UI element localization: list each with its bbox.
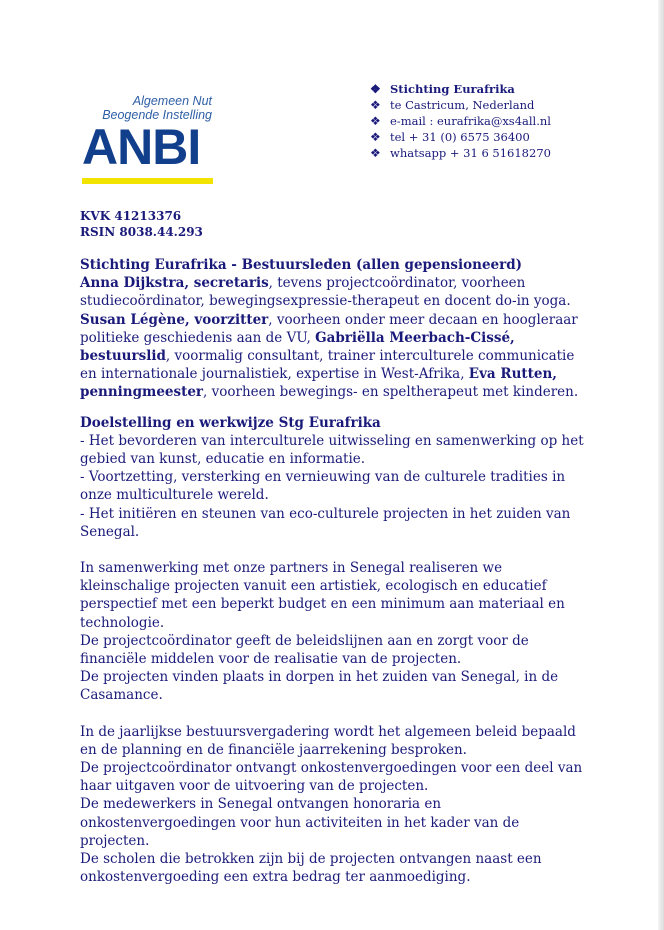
- location-text: De projecten vinden plaats in dorpen in het zuiden van Senegal, in de Casamance.: [80, 669, 559, 704]
- member-name: Gabriëlla Meerbach-Cissé: [315, 329, 511, 346]
- schools-text: De scholen die betrokken zijn bij de projecten ontvangen naast een onkostenvergoeding een extra bedrag ter aanmoediging.: [80, 851, 542, 886]
- registration-ids: [80, 208, 203, 240]
- spacer: [80, 541, 590, 559]
- diamond-bullet-icon: ❖: [370, 146, 381, 160]
- diamond-bullet-icon: ❖: [370, 98, 381, 112]
- goal-item: - Het initiëren en steunen van eco-culturele projecten in het zuiden van Senegal.: [80, 505, 571, 540]
- board-members-rest: Susan Légène, voorzitter, voorheen onder meer decaan en hoogleraar politieke geschiedenis aan de VU, Gabriëlla Meerbach-Cissé, bestuurslid, voormalig consultant, trainer interculturele communicatie en internationale journalistiek, expertise in West-Afrika, Eva Rutten, penningmeester, voorheen bewegings- en speltherapeut met kinderen.: [80, 311, 579, 401]
- contact-list: [370, 81, 551, 161]
- logo-underline: [82, 178, 213, 184]
- rsin-number: RSIN 8038.44.293: [80, 225, 203, 239]
- spacer: [80, 402, 590, 414]
- contact-location: te Castricum, Nederland: [390, 98, 535, 112]
- goals-heading: Doelstelling en werkwijze Stg Eurafrika: [80, 414, 381, 431]
- goal-item: - Voortzetting, versterking en vernieuwing van de culturele tradities in onze multiculturele wereld.: [80, 469, 566, 504]
- member-description: , voorheen bewegings- en speltherapeut met kinderen.: [203, 384, 579, 401]
- kvk-number: KVK 41213376: [80, 209, 182, 223]
- logo-wordmark: ANBI: [82, 119, 201, 175]
- member-role: bestuurslid: [80, 348, 166, 365]
- contact-phone: tel + 31 (0) 6575 36400: [390, 130, 530, 144]
- staff-text: De medewerkers in Senegal ontvangen honoraria en onkostenvergoedingen voor hun activiteiten in het kader van de projecten.: [80, 796, 520, 849]
- goal-item: - Het bevorderen van interculturele uitwisseling en samenwerking op het gebied van kunst, educatie en informatie.: [80, 432, 584, 468]
- diamond-bullet-icon: ❖: [370, 82, 381, 96]
- diamond-bullet-icon: ❖: [370, 114, 381, 128]
- contact-item: [370, 113, 551, 129]
- anbi-logo: [82, 92, 214, 188]
- member-name: Susan Légène: [80, 311, 185, 328]
- spacer: [80, 705, 590, 723]
- coordinator-text: De projectcoördinator geeft de beleidslijnen aan en zorgt voor de financiële middelen voor de realisatie van de projecten.: [80, 632, 529, 668]
- member-role: voorzitter: [194, 311, 269, 328]
- partnership-text: In samenwerking met onze partners in Senegal realiseren we kleinschalige projecten vanuit een artistiek, ecologisch en educatief perspectief met een beperkt budget en een minimum aan materiaal en technologie.: [80, 560, 565, 631]
- meeting-text: In de jaarlijkse bestuursvergadering wordt het algemeen beleid bepaald en de planning en de financiële jaarrekening besproken.: [80, 723, 576, 758]
- member-description: , voormalig consultant, trainer interculturele communicatie en internationale journalistiek, expertise in West-Afrika,: [80, 348, 575, 383]
- logo-line-1: Algemeen Nut: [132, 94, 212, 108]
- contact-item: [370, 145, 551, 161]
- member-role: secretaris: [193, 275, 269, 292]
- contact-email: e-mail : eurafrika@xs4all.nl: [390, 114, 551, 128]
- contact-item: [370, 129, 551, 145]
- member-name: Anna Dijkstra: [80, 275, 185, 292]
- document-body: [80, 256, 590, 887]
- expenses-text: De projectcoördinator ontvangt onkostenvergoedingen voor een deel van haar uitgaven voor de uitvoering van de projecten.: [80, 760, 583, 795]
- contact-item: [370, 97, 551, 113]
- member-description: , voorheen onder meer decaan en hoogleraar politieke geschiedenis aan de VU,: [80, 311, 578, 346]
- contact-whatsapp: whatsapp + 31 6 51618270: [390, 146, 551, 160]
- logo-line-2: Beogende Instelling: [102, 108, 212, 122]
- member-role: penningmeester: [80, 384, 204, 401]
- board-heading: Stichting Eurafrika - Bestuursleden (allen gepensioneerd): [80, 257, 523, 273]
- page-edge: [658, 0, 664, 930]
- contact-item: [370, 81, 551, 97]
- diamond-bullet-icon: ❖: [370, 130, 381, 144]
- board-member-1: Anna Dijkstra, secretaris, tevens projectcoördinator, voorheen studiecoördinator, bewegingsexpressie-therapeut en docent do-in yoga.: [80, 275, 571, 310]
- contact-org: Stichting Eurafrika: [390, 82, 515, 96]
- member-description: , tevens projectcoördinator, voorheen studiecoördinator, bewegingsexpressie-therapeut en docent do-in yoga.: [80, 275, 571, 310]
- member-name: Eva Rutten: [468, 366, 553, 383]
